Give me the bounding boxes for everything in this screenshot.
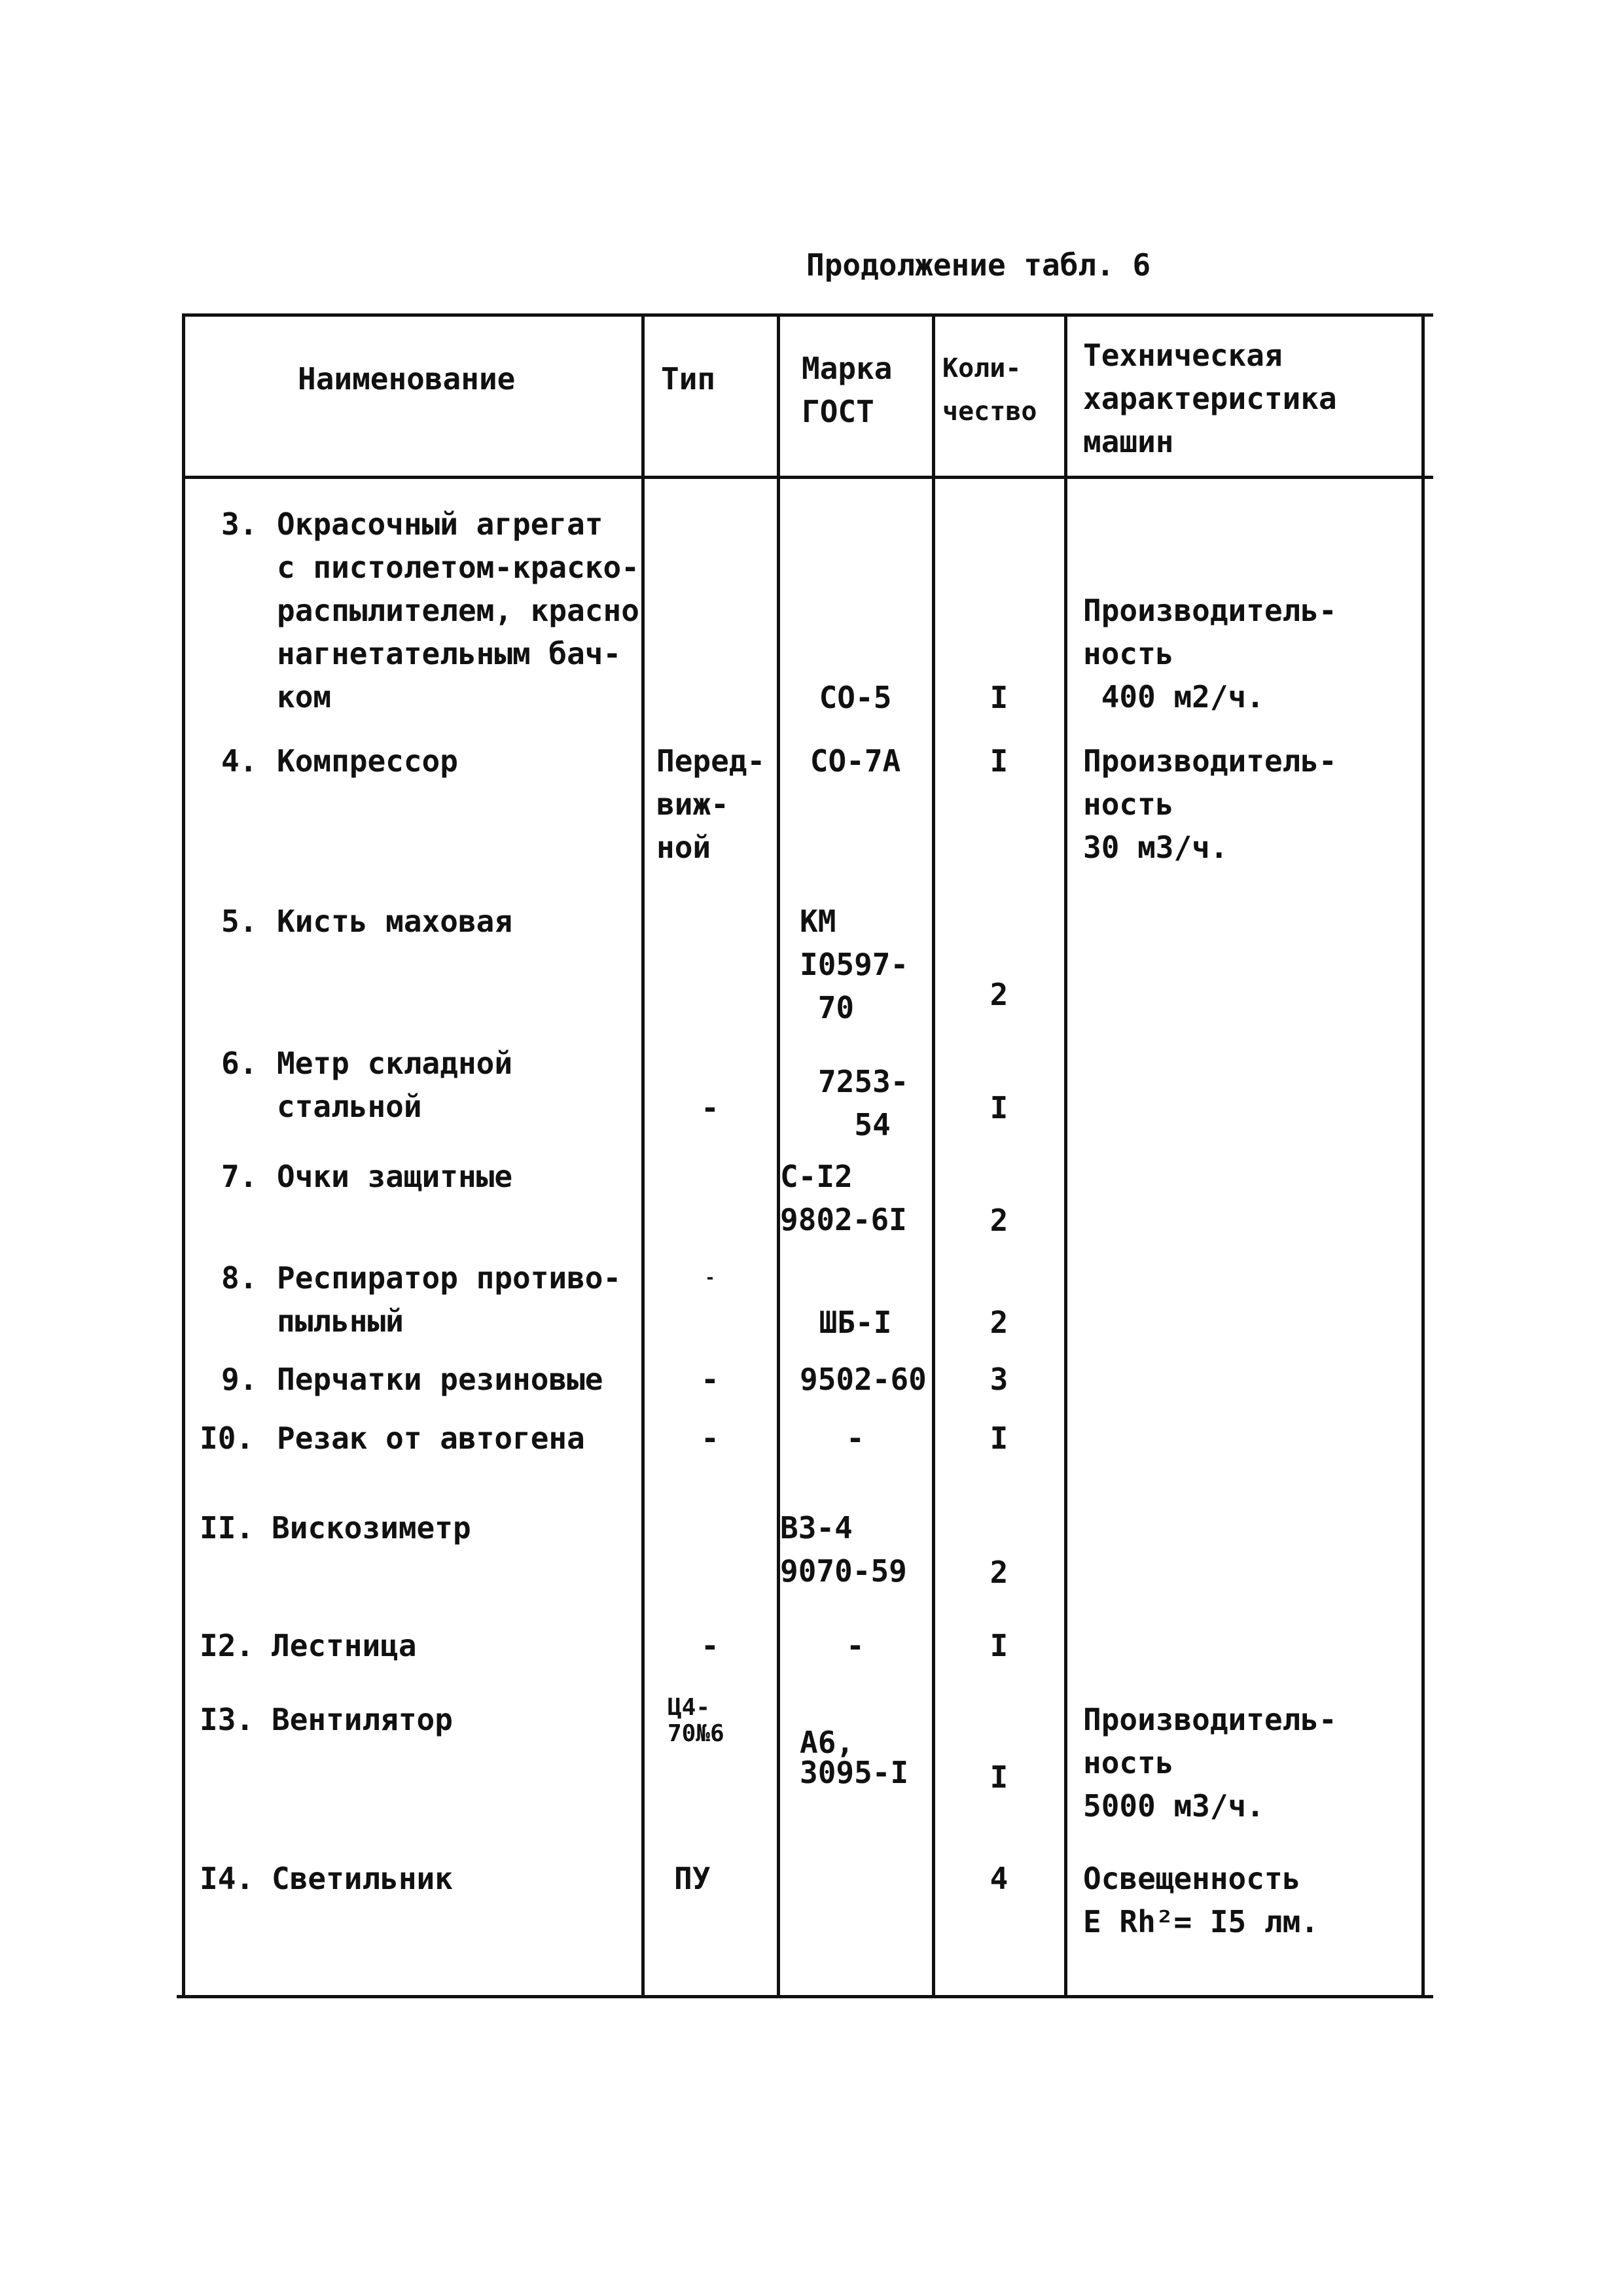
row-qty: 3 [990, 1362, 1008, 1397]
row-spec: Производитель- ность 30 м3/ч. [1083, 743, 1337, 865]
header-bottom-border [185, 476, 1433, 479]
row-spec: Производитель- ность 5000 м3/ч. [1083, 1702, 1337, 1824]
column-divider-qty [932, 313, 935, 1998]
row-mark: А6, 3095-I [800, 1725, 909, 1790]
row-qty: I [990, 743, 1008, 779]
row-number: 8. [221, 1260, 258, 1296]
header-mark: Марка ГОСТ [802, 351, 893, 429]
row-number: 3. [221, 506, 258, 542]
row-type: Перед- виж- ной [656, 743, 766, 865]
row-number: II. [200, 1510, 255, 1545]
row-number: 6. [221, 1046, 258, 1081]
row-type: - [701, 1628, 719, 1663]
header-type: Тип [661, 361, 716, 397]
row-type: - [705, 1268, 715, 1288]
row-name: Лестница [272, 1628, 417, 1663]
column-divider-spec [1064, 313, 1067, 1998]
row-name: Метр складной стальной [277, 1046, 513, 1124]
row-qty: I [990, 1090, 1008, 1125]
row-mark: СО-7А [810, 743, 901, 779]
row-type: - [701, 1090, 719, 1125]
row-number: I2. [200, 1628, 255, 1663]
row-name: Респиратор противо- пыльный [277, 1260, 622, 1339]
row-qty: 2 [990, 1555, 1008, 1590]
row-qty: I [990, 1759, 1008, 1795]
row-qty: 2 [990, 977, 1008, 1012]
row-qty: I [990, 680, 1008, 715]
row-name: Компрессор [277, 743, 458, 779]
row-name: Окрасочный агрегат с пистолетом-краско- распылителем, красно нагнетательным бач- ком [277, 506, 639, 715]
table-bottom-border [177, 1995, 1433, 1998]
row-qty: 2 [990, 1305, 1008, 1340]
row-mark: 7253- 54 [818, 1064, 909, 1142]
row-type: ПУ [674, 1861, 711, 1896]
row-name: Резак от автогена [277, 1421, 585, 1456]
row-name: Вискозиметр [272, 1510, 471, 1545]
row-mark: С-I2 9802-6I [780, 1159, 907, 1237]
row-mark: 9502-60 [800, 1362, 927, 1397]
row-spec: Производитель- ность 400 м2/ч. [1083, 593, 1337, 715]
row-type: Ц4- 70№6 [668, 1694, 724, 1747]
table-left-border [182, 313, 185, 1998]
row-name: Перчатки резиновые [277, 1362, 603, 1397]
row-name: Кисть маховая [277, 904, 513, 939]
row-mark: - [846, 1628, 865, 1663]
row-type: - [701, 1421, 719, 1456]
row-number: I3. [200, 1702, 255, 1737]
row-name: Вентилятор [272, 1702, 453, 1737]
column-divider-type [641, 313, 645, 1998]
row-number: 5. [221, 904, 258, 939]
row-number: 9. [221, 1362, 258, 1397]
header-qty: Коли- чество [942, 353, 1037, 427]
row-mark: ШБ-I [819, 1305, 892, 1340]
row-qty: I [990, 1628, 1008, 1663]
row-spec: Освещенность E Rh²= I5 лм. [1083, 1861, 1319, 1939]
row-mark: СО-5 [819, 680, 892, 715]
row-number: 7. [221, 1159, 258, 1194]
row-number: 4. [221, 743, 258, 779]
row-mark: - [846, 1421, 865, 1456]
header-spec: Техническая характеристика машин [1083, 338, 1337, 459]
row-qty: 4 [990, 1861, 1008, 1896]
row-number: I4. [200, 1861, 255, 1896]
table-right-border [1421, 313, 1425, 1998]
row-number: I0. [200, 1421, 255, 1456]
row-mark: КМ I0597- 70 [800, 904, 909, 1025]
header-name: Наименование [298, 361, 516, 397]
row-mark: ВЗ-4 9070-59 [780, 1510, 907, 1589]
table-top-border [185, 313, 1433, 317]
row-qty: 2 [990, 1203, 1008, 1238]
row-name: Светильник [272, 1861, 453, 1896]
row-qty: I [990, 1421, 1008, 1456]
row-type: - [701, 1362, 719, 1397]
table-caption: Продолжение табл. 6 [806, 247, 1151, 283]
row-name: Очки защитные [277, 1159, 513, 1194]
